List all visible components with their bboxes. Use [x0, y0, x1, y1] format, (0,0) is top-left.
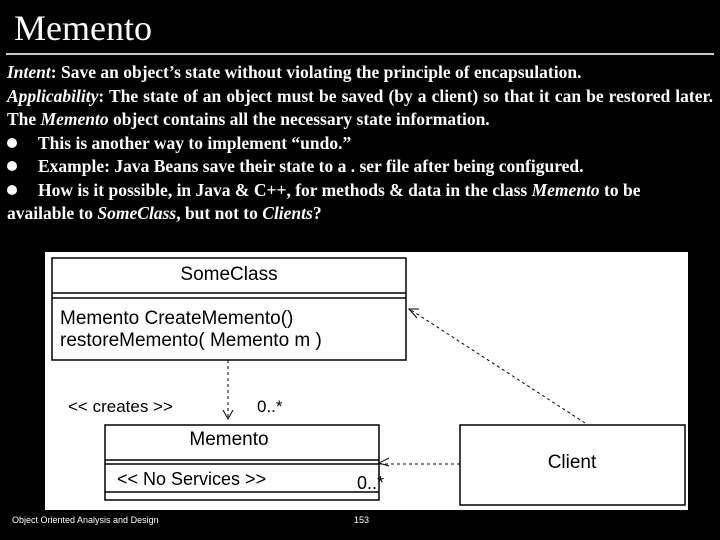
- applicability-text-1: : The state of an object must be saved (by a client) so that it can be restored later. The: [7, 85, 713, 129]
- bullet-dot-icon: [7, 161, 17, 171]
- client-memento-arrowhead-icon: [379, 458, 389, 466]
- bullet-text: This is another way to implement “undo.”: [38, 132, 352, 153]
- line-text-2: , but not to: [176, 203, 263, 223]
- footer-page-number: 153: [354, 515, 370, 525]
- slide-body: [7, 61, 713, 226]
- applicability-paragraph: [7, 85, 713, 132]
- slide-title: Memento: [14, 8, 152, 48]
- line-text-1: available to: [7, 203, 98, 223]
- intent-text: : Save an object’s state without violating the principle of encapsulation.: [50, 62, 582, 82]
- footer-course: Object Oriented Analysis and Design: [12, 515, 159, 525]
- applicability-label: Applicability: [7, 85, 99, 106]
- client-name: Client: [547, 452, 597, 473]
- bullet-dot-icon: [7, 138, 17, 148]
- memento-services: << No Services >>: [117, 469, 267, 489]
- client-someclass-dependency-line: [411, 310, 585, 423]
- line-someclass: SomeClass: [97, 203, 177, 223]
- someclass-method-2: restoreMemento( Memento m ): [60, 330, 322, 351]
- bullet-3-memento: Memento: [531, 179, 600, 200]
- bullet-item: [7, 155, 713, 179]
- line-clients: Clients: [262, 203, 313, 223]
- bullet-3-text-1: How is it possible, in Java & C++, for methods & data in the class: [38, 179, 532, 200]
- intent-paragraph: [7, 61, 713, 85]
- title-divider: [6, 53, 714, 55]
- someclass-method-1: Memento CreateMemento(): [60, 308, 294, 329]
- someclass-name: SomeClass: [180, 264, 278, 285]
- intent-label: Intent: [7, 62, 51, 82]
- memento-name: Memento: [189, 429, 269, 450]
- client-someclass-arrowhead-icon: [409, 309, 419, 318]
- creates-label: << creates >>: [68, 397, 173, 416]
- bullet-item: [7, 179, 713, 203]
- multiplicity-bottom: 0..*: [357, 473, 385, 493]
- line-text-3: ?: [312, 203, 322, 223]
- bullet-text: Example: Java Beans save their state to a . ser file after being configured.: [38, 156, 584, 176]
- continuation-line: [7, 202, 713, 226]
- multiplicity-top: 0..*: [257, 397, 283, 416]
- uml-diagram: [45, 252, 688, 510]
- bullet-dot-icon: [7, 185, 17, 195]
- bullet-item: [7, 132, 713, 156]
- uml-diagram-svg: [45, 252, 688, 510]
- applicability-text-2: object contains all the necessary state information.: [108, 109, 490, 129]
- applicability-memento: Memento: [40, 109, 109, 129]
- bullet-3-text-2: to be: [599, 179, 641, 200]
